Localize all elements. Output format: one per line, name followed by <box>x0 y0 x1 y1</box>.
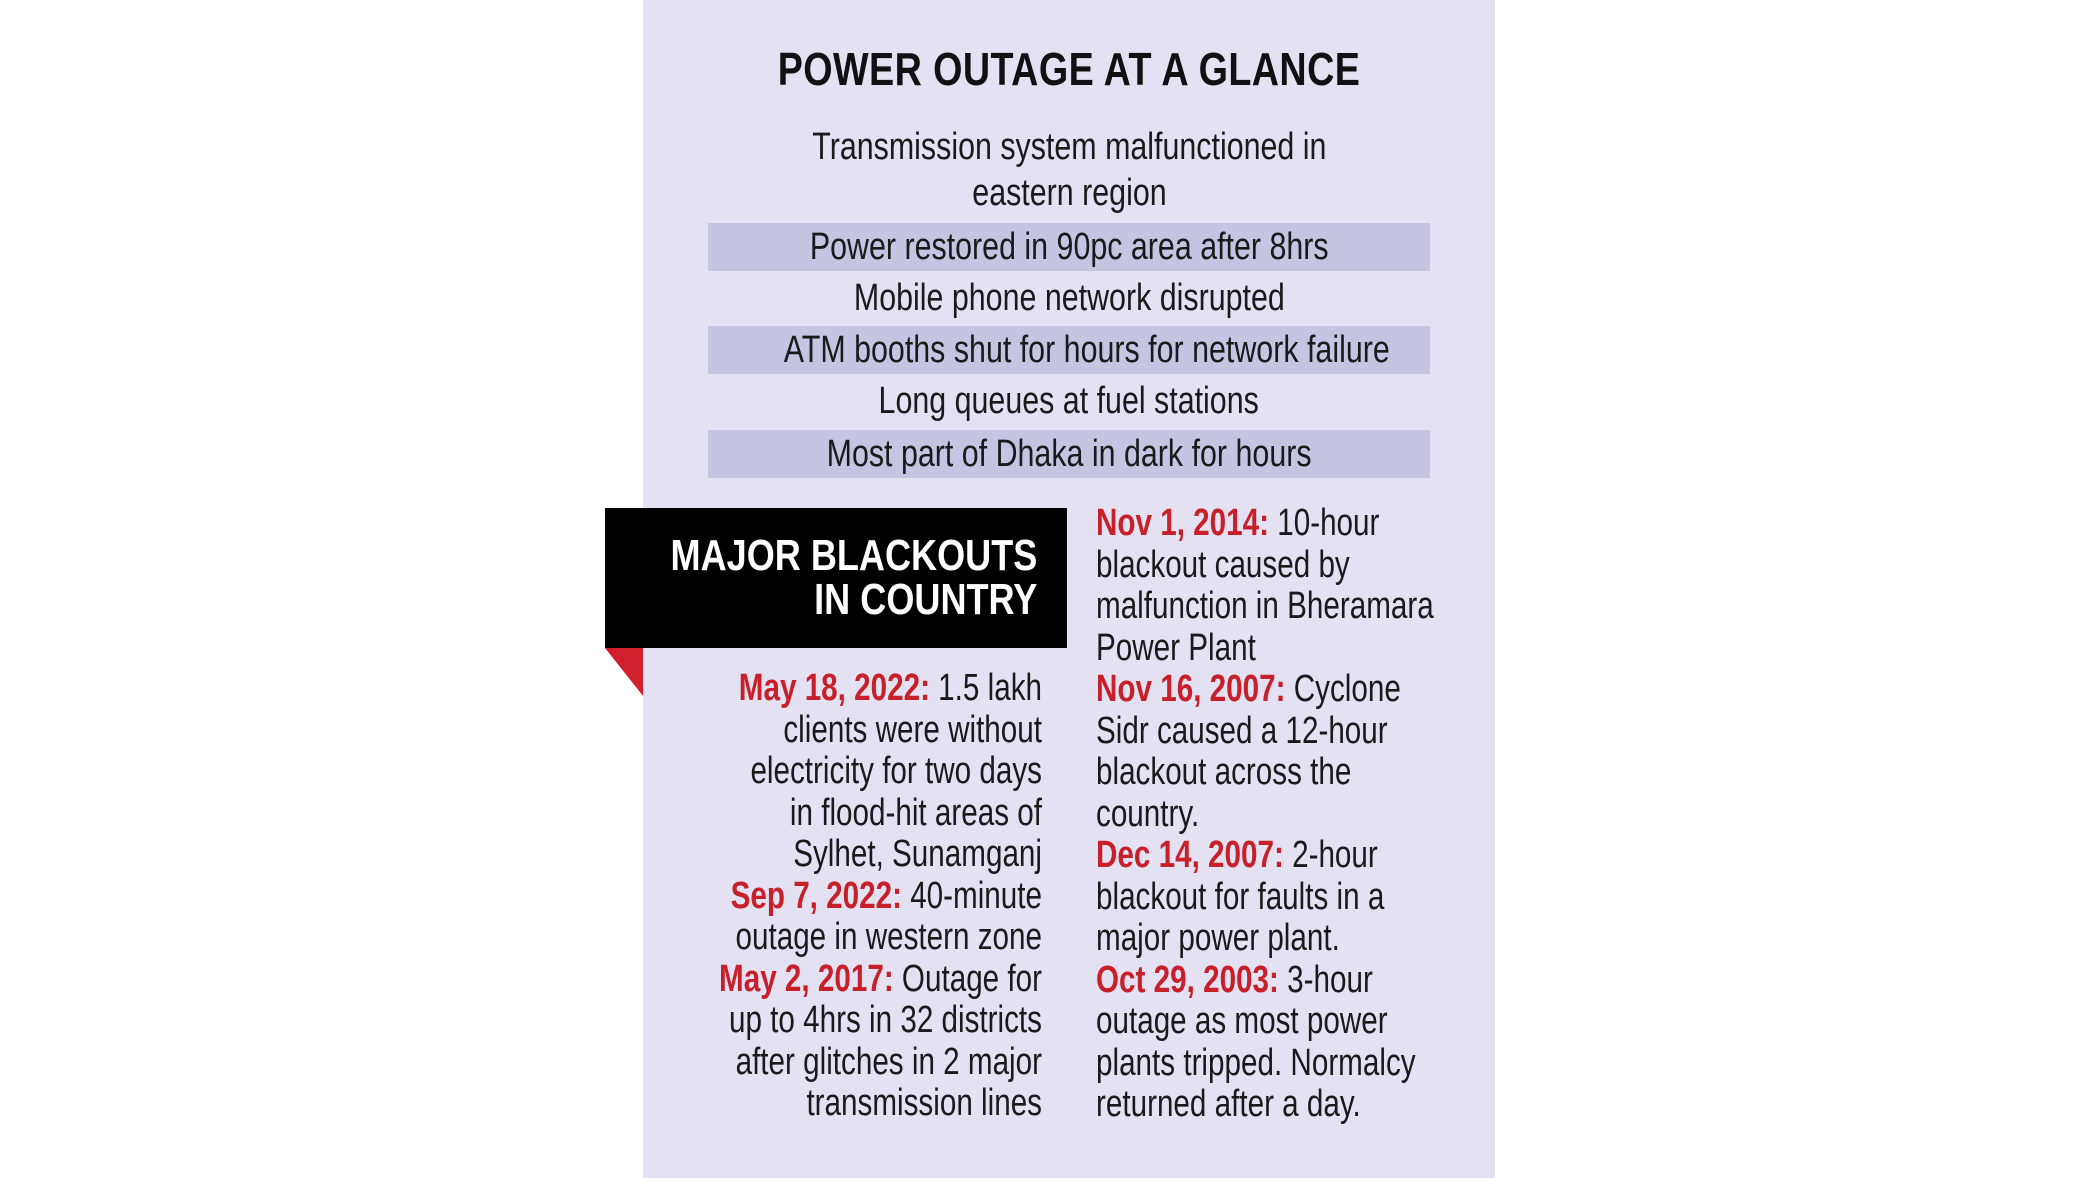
entry-text: 40-minute <box>901 874 1042 917</box>
entry-line <box>1096 960 1424 1002</box>
entry-line: country. <box>1096 792 1200 835</box>
blackout-entry <box>622 876 1042 959</box>
entry-line: malfunction in Bheramara <box>1096 585 1434 627</box>
entry-line: Sylhet, Sunamganj <box>793 833 1042 875</box>
entry-line <box>1096 503 1424 545</box>
entry-line <box>1096 669 1424 711</box>
blackouts-heading <box>670 531 1037 624</box>
fact-dhaka-dark <box>708 430 1430 478</box>
infographic-title: POWER OUTAGE AT A GLANCE <box>777 43 1361 95</box>
entry-line: electricity for two days <box>750 750 1042 792</box>
fact-line: eastern region <box>971 172 1167 214</box>
entry-date: Dec 14, 2007: <box>1096 834 1284 876</box>
entry-line: outage in western zone <box>735 916 1042 958</box>
entry-text: 10-hour <box>1269 502 1380 544</box>
entry-line: transmission lines <box>806 1082 1042 1124</box>
fact-mobile-network <box>708 275 1430 321</box>
entry-line: returned after a day. <box>1096 1083 1361 1125</box>
fact-text: Long queues at fuel stations <box>878 380 1260 422</box>
entry-date: Nov 1, 2014: <box>1096 502 1270 544</box>
blackouts-right-column <box>1096 503 1516 1126</box>
fact-text: Power restored in 90pc area after 8hrs <box>809 226 1329 268</box>
fact-atm-booths <box>708 326 1430 374</box>
entry-text: 2-hour <box>1283 834 1378 876</box>
entry-date: Nov 16, 2007: <box>1096 668 1286 710</box>
entry-line: blackout across the <box>1096 751 1352 793</box>
fact-fuel-queues <box>708 378 1430 424</box>
fact-text: ATM booths shut for hours for network failure <box>783 329 1390 371</box>
entry-line: blackout caused by <box>1096 543 1350 586</box>
blackout-entry <box>622 959 1042 1125</box>
entry-line <box>714 668 1042 710</box>
entry-text: Outage for <box>893 957 1042 1000</box>
fact-text: Most part of Dhaka in dark for hours <box>826 433 1312 475</box>
blackouts-heading-box <box>605 508 1067 648</box>
blackout-entry <box>1096 503 1516 669</box>
entry-line: up to 4hrs in 32 districts <box>728 999 1042 1041</box>
entry-date: Sep 7, 2022: <box>730 874 902 917</box>
entry-date: May 18, 2022: <box>738 667 930 709</box>
entry-date: May 2, 2017: <box>719 957 894 1000</box>
entry-line: blackout for faults in a <box>1096 875 1385 918</box>
entry-line: Power Plant <box>1096 626 1256 669</box>
fact-power-restored <box>708 223 1430 271</box>
entry-date: Oct 29, 2003: <box>1096 958 1279 1001</box>
entry-line: major power plant. <box>1096 917 1340 959</box>
blackout-entry <box>1096 960 1516 1126</box>
heading-line: MAJOR BLACKOUTS <box>670 531 1037 580</box>
entry-line <box>714 876 1042 918</box>
entry-line: plants tripped. Normalcy <box>1096 1041 1416 1084</box>
entry-line: clients were without <box>783 708 1042 751</box>
fact-text: Mobile phone network disrupted <box>853 277 1285 319</box>
entry-line: outage as most power <box>1096 1000 1388 1042</box>
fact-line: Transmission system malfunctioned in <box>811 126 1327 168</box>
entry-text: 3-hour <box>1278 958 1373 1001</box>
entry-line <box>1096 835 1424 877</box>
entry-line: Sidr caused a 12-hour <box>1096 709 1388 752</box>
entry-line: in flood-hit areas of <box>789 791 1042 834</box>
entry-text: 1.5 lakh <box>929 667 1042 709</box>
blackouts-left-column <box>622 668 1042 1125</box>
entry-line: after glitches in 2 major <box>735 1040 1042 1083</box>
entry-line <box>714 959 1042 1001</box>
blackout-entry <box>1096 669 1516 835</box>
heading-line: IN COUNTRY <box>813 575 1037 624</box>
blackout-entry <box>622 668 1042 876</box>
fact-transmission-malfunction <box>708 124 1430 216</box>
entry-text: Cyclone <box>1285 668 1401 710</box>
blackout-entry <box>1096 835 1516 960</box>
